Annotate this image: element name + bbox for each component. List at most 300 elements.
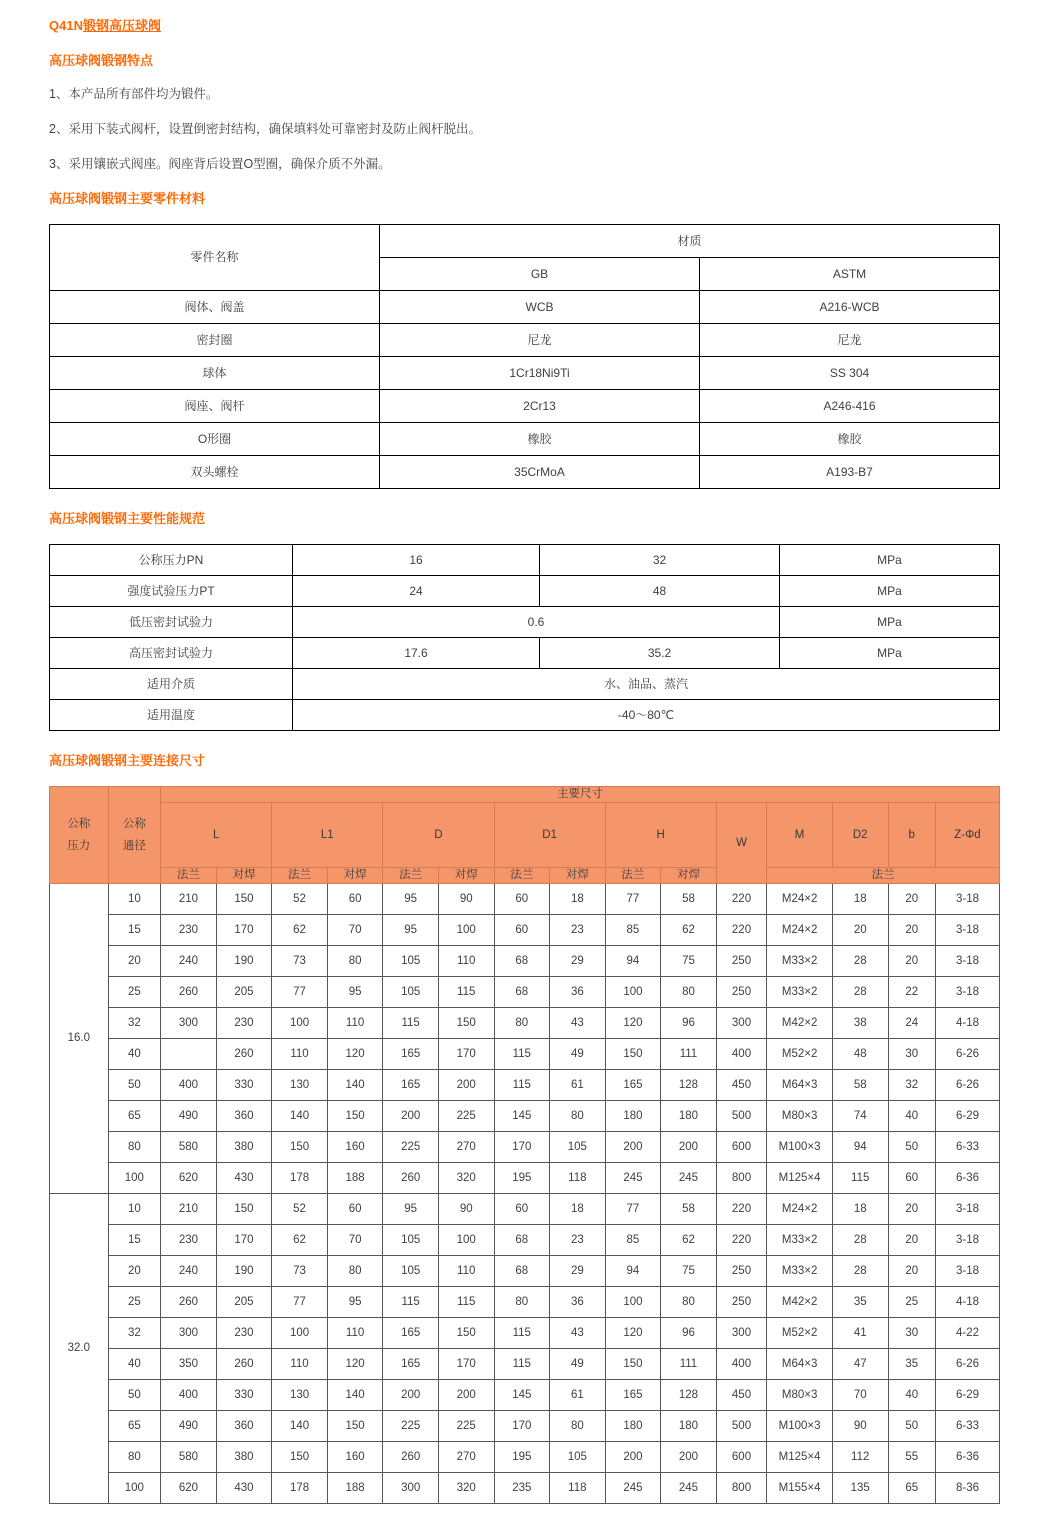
cell-L1-flange: 62	[272, 915, 328, 946]
cell-L-weld: 190	[216, 1256, 272, 1287]
cell-D-weld: 270	[438, 1132, 494, 1163]
cell-D-weld: 320	[438, 1163, 494, 1194]
cell-H-weld: 245	[661, 1473, 717, 1504]
cell-D1-flange: 145	[494, 1380, 550, 1411]
header-group-L: L	[161, 803, 272, 868]
cell-Zd: 4-18	[935, 1287, 999, 1318]
table-row	[50, 423, 1000, 456]
cell-H-flange: 120	[605, 1318, 661, 1349]
cell-H-weld: 62	[661, 915, 717, 946]
cell-D-weld: 170	[438, 1039, 494, 1070]
cell-L-weld: 260	[216, 1349, 272, 1380]
cell-D-weld: 200	[438, 1070, 494, 1101]
cell-D-weld: 100	[438, 1225, 494, 1256]
cell-L-weld: 230	[216, 1008, 272, 1039]
cell-M: M24×2	[767, 915, 833, 946]
header-nominal-pressure	[50, 787, 109, 884]
cell-L1-flange: 52	[272, 1194, 328, 1225]
cell-D1-weld: 80	[550, 1411, 606, 1442]
cell-H-weld: 75	[661, 946, 717, 977]
cell-D-weld: 150	[438, 1008, 494, 1039]
cell-L-weld: 330	[216, 1070, 272, 1101]
cell-D1-flange: 60	[494, 915, 550, 946]
cell-L-flange: 230	[161, 1225, 217, 1256]
cell-M: M24×2	[767, 1194, 833, 1225]
cell-M: M125×4	[767, 1163, 833, 1194]
cell-W: 250	[716, 946, 767, 977]
cell-Zd: 8-36	[935, 1473, 999, 1504]
cell-W: 600	[716, 1132, 767, 1163]
cell-value-pn32: 32	[540, 545, 780, 576]
header-group-b: b	[888, 803, 935, 868]
cell-L1-flange: 100	[272, 1008, 328, 1039]
cell-L-flange: 620	[161, 1473, 217, 1504]
cell-D2: 18	[832, 884, 888, 915]
table-row	[50, 1318, 1000, 1349]
table-row	[50, 291, 1000, 324]
cell-D-flange: 165	[383, 1070, 439, 1101]
cell-D1-weld: 118	[550, 1163, 606, 1194]
cell-L1-weld: 160	[327, 1442, 383, 1473]
header-astm: ASTM	[700, 258, 1000, 291]
header-group-H: H	[605, 803, 716, 868]
cell-unit: MPa	[780, 576, 1000, 607]
cell-L-weld: 430	[216, 1473, 272, 1504]
header-dn-line2: 通径	[122, 840, 146, 852]
cell-D1-flange: 170	[494, 1411, 550, 1442]
cell-dn: 100	[108, 1473, 161, 1504]
cell-D1-weld: 18	[550, 884, 606, 915]
cell-D1-weld: 36	[550, 1287, 606, 1318]
performance-table	[49, 544, 1000, 731]
cell-W: 300	[716, 1008, 767, 1039]
cell-Zd: 3-18	[935, 977, 999, 1008]
cell-dn: 20	[108, 946, 161, 977]
cell-D2: 28	[832, 946, 888, 977]
cell-value-pn16: 16	[293, 545, 540, 576]
cell-b: 40	[888, 1380, 935, 1411]
cell-L1-weld: 70	[327, 1225, 383, 1256]
cell-W: 220	[716, 1225, 767, 1256]
cell-Zd: 4-18	[935, 1008, 999, 1039]
cell-D-flange: 95	[383, 1194, 439, 1225]
header-group-W: W	[716, 803, 767, 884]
cell-part: 双头螺栓	[50, 456, 380, 489]
cell-L-flange: 210	[161, 1194, 217, 1225]
cell-nominal-pressure: 32.0	[50, 1194, 109, 1504]
cell-gb: 1Cr18Ni9Ti	[380, 357, 700, 390]
cell-D1-flange: 195	[494, 1442, 550, 1473]
cell-value-pn32: 48	[540, 576, 780, 607]
cell-Zd: 4-22	[935, 1318, 999, 1349]
cell-dn: 10	[108, 1194, 161, 1225]
features-list	[49, 86, 1000, 173]
cell-Zd: 3-18	[935, 946, 999, 977]
cell-b: 35	[888, 1349, 935, 1380]
cell-dn: 32	[108, 1318, 161, 1349]
cell-M: M33×2	[767, 946, 833, 977]
cell-D-flange: 95	[383, 884, 439, 915]
cell-part: 球体	[50, 357, 380, 390]
cell-dn: 15	[108, 915, 161, 946]
cell-H-flange: 180	[605, 1101, 661, 1132]
header-sub-weld: 对焊	[216, 868, 272, 884]
cell-dn: 15	[108, 1225, 161, 1256]
header-sub-weld: 对焊	[550, 868, 606, 884]
cell-L1-flange: 140	[272, 1411, 328, 1442]
cell-L-weld: 205	[216, 1287, 272, 1318]
cell-L-flange: 260	[161, 977, 217, 1008]
header-sub-weld: 对焊	[661, 868, 717, 884]
cell-L1-flange: 110	[272, 1039, 328, 1070]
cell-label: 高压密封试验力	[50, 638, 293, 669]
cell-H-flange: 85	[605, 1225, 661, 1256]
header-pn-line1: 公称	[67, 818, 91, 830]
cell-Zd: 3-18	[935, 1225, 999, 1256]
header-pn-line2: 压力	[67, 840, 91, 852]
table-row	[50, 1256, 1000, 1287]
cell-part: 密封圈	[50, 324, 380, 357]
cell-W: 500	[716, 1101, 767, 1132]
table-row	[50, 700, 1000, 731]
cell-W: 220	[716, 884, 767, 915]
cell-H-flange: 100	[605, 977, 661, 1008]
table-row	[50, 324, 1000, 357]
cell-H-flange: 120	[605, 1008, 661, 1039]
cell-M: M80×3	[767, 1101, 833, 1132]
cell-L-weld: 380	[216, 1132, 272, 1163]
cell-M: M24×2	[767, 884, 833, 915]
cell-M: M42×2	[767, 1008, 833, 1039]
header-group-L1: L1	[272, 803, 383, 868]
cell-H-weld: 245	[661, 1163, 717, 1194]
cell-M: M80×3	[767, 1380, 833, 1411]
cell-D1-weld: 61	[550, 1070, 606, 1101]
cell-L1-weld: 60	[327, 884, 383, 915]
table-row	[50, 946, 1000, 977]
cell-dn: 50	[108, 1380, 161, 1411]
cell-D-weld: 110	[438, 1256, 494, 1287]
cell-L1-flange: 77	[272, 977, 328, 1008]
cell-D1-flange: 68	[494, 946, 550, 977]
cell-gb: 橡胶	[380, 423, 700, 456]
cell-L1-weld: 140	[327, 1070, 383, 1101]
cell-dn: 40	[108, 1349, 161, 1380]
cell-W: 600	[716, 1442, 767, 1473]
cell-Zd: 6-26	[935, 1070, 999, 1101]
cell-D-flange: 260	[383, 1442, 439, 1473]
cell-L-flange: 620	[161, 1163, 217, 1194]
cell-L1-weld: 110	[327, 1318, 383, 1349]
cell-gb: 尼龙	[380, 324, 700, 357]
feature-item: 3、采用镶嵌式阀座。阀座背后设置O型圈，确保介质不外漏。	[49, 157, 391, 171]
cell-L1-flange: 62	[272, 1225, 328, 1256]
cell-H-flange: 200	[605, 1132, 661, 1163]
table-row	[50, 1349, 1000, 1380]
table-row	[50, 669, 1000, 700]
cell-astm: A193-B7	[700, 456, 1000, 489]
cell-L-weld: 230	[216, 1318, 272, 1349]
cell-L-weld: 170	[216, 1225, 272, 1256]
header-nominal-diameter	[108, 787, 161, 884]
table-row	[50, 576, 1000, 607]
cell-D2: 94	[832, 1132, 888, 1163]
cell-L-weld: 330	[216, 1380, 272, 1411]
cell-nominal-pressure: 16.0	[50, 884, 109, 1194]
cell-D2: 90	[832, 1411, 888, 1442]
cell-L1-weld: 70	[327, 915, 383, 946]
cell-L1-flange: 178	[272, 1473, 328, 1504]
cell-D-weld: 170	[438, 1349, 494, 1380]
cell-H-weld: 96	[661, 1318, 717, 1349]
cell-value-fullspan: 水、油品、蒸汽	[293, 669, 1000, 700]
cell-D1-flange: 60	[494, 1194, 550, 1225]
cell-label: 适用介质	[50, 669, 293, 700]
cell-D1-weld: 49	[550, 1039, 606, 1070]
cell-Zd: 6-33	[935, 1132, 999, 1163]
cell-b: 20	[888, 884, 935, 915]
cell-unit: MPa	[780, 638, 1000, 669]
cell-L-weld: 205	[216, 977, 272, 1008]
cell-gb: WCB	[380, 291, 700, 324]
cell-L-flange: 240	[161, 1256, 217, 1287]
cell-b: 20	[888, 1225, 935, 1256]
cell-D1-weld: 61	[550, 1380, 606, 1411]
cell-D2: 74	[832, 1101, 888, 1132]
cell-b: 20	[888, 915, 935, 946]
cell-L1-flange: 73	[272, 946, 328, 977]
cell-Zd: 6-29	[935, 1380, 999, 1411]
cell-Zd: 6-29	[935, 1101, 999, 1132]
cell-D-weld: 110	[438, 946, 494, 977]
cell-D-weld: 150	[438, 1318, 494, 1349]
cell-H-weld: 180	[661, 1101, 717, 1132]
cell-W: 500	[716, 1411, 767, 1442]
cell-H-weld: 200	[661, 1442, 717, 1473]
header-sub-flange-span: 法兰	[767, 868, 1000, 884]
cell-L1-flange: 150	[272, 1132, 328, 1163]
cell-D-weld: 225	[438, 1411, 494, 1442]
cell-H-flange: 150	[605, 1039, 661, 1070]
cell-D1-weld: 43	[550, 1318, 606, 1349]
cell-L-flange	[161, 1039, 217, 1070]
cell-L-flange: 300	[161, 1318, 217, 1349]
cell-D2: 70	[832, 1380, 888, 1411]
header-material: 材质	[380, 225, 1000, 258]
cell-D-flange: 165	[383, 1318, 439, 1349]
cell-D2: 38	[832, 1008, 888, 1039]
cell-D-flange: 95	[383, 915, 439, 946]
cell-H-flange: 85	[605, 915, 661, 946]
cell-dn: 80	[108, 1442, 161, 1473]
cell-D-flange: 165	[383, 1039, 439, 1070]
cell-M: M64×3	[767, 1349, 833, 1380]
cell-L1-weld: 80	[327, 1256, 383, 1287]
cell-L-weld: 360	[216, 1411, 272, 1442]
cell-b: 20	[888, 1194, 935, 1225]
cell-L-weld: 380	[216, 1442, 272, 1473]
cell-L-flange: 240	[161, 946, 217, 977]
cell-D1-weld: 36	[550, 977, 606, 1008]
cell-M: M33×2	[767, 1256, 833, 1287]
cell-W: 800	[716, 1473, 767, 1504]
header-group-Zd: Z-Φd	[935, 803, 999, 868]
header-main-dimensions: 主要尺寸	[161, 787, 1000, 803]
cell-D1-weld: 29	[550, 946, 606, 977]
cell-M: M100×3	[767, 1411, 833, 1442]
header-sub-flange: 法兰	[161, 868, 217, 884]
cell-b: 20	[888, 946, 935, 977]
cell-L-flange: 230	[161, 915, 217, 946]
cell-D-flange: 105	[383, 977, 439, 1008]
header-sub-flange: 法兰	[605, 868, 661, 884]
cell-H-flange: 245	[605, 1473, 661, 1504]
cell-H-weld: 111	[661, 1039, 717, 1070]
cell-H-flange: 180	[605, 1411, 661, 1442]
cell-astm: A216-WCB	[700, 291, 1000, 324]
cell-value-pn16: 17.6	[293, 638, 540, 669]
cell-D1-flange: 195	[494, 1163, 550, 1194]
dimensions-body	[50, 884, 1000, 1504]
cell-H-weld: 80	[661, 1287, 717, 1318]
cell-D2: 35	[832, 1287, 888, 1318]
cell-dn: 32	[108, 1008, 161, 1039]
cell-W: 250	[716, 977, 767, 1008]
cell-L-flange: 350	[161, 1349, 217, 1380]
cell-W: 400	[716, 1039, 767, 1070]
cell-M: M42×2	[767, 1287, 833, 1318]
cell-L-flange: 400	[161, 1070, 217, 1101]
cell-D2: 28	[832, 977, 888, 1008]
table-header-row	[50, 225, 1000, 258]
table-row	[50, 357, 1000, 390]
cell-D1-flange: 68	[494, 1225, 550, 1256]
cell-part: 阀体、阀盖	[50, 291, 380, 324]
cell-L-weld: 190	[216, 946, 272, 977]
header-part-name: 零件名称	[50, 225, 380, 291]
cell-dn: 20	[108, 1256, 161, 1287]
cell-H-flange: 94	[605, 1256, 661, 1287]
cell-Zd: 6-26	[935, 1039, 999, 1070]
cell-M: M52×2	[767, 1318, 833, 1349]
cell-dn: 80	[108, 1132, 161, 1163]
cell-L1-weld: 110	[327, 1008, 383, 1039]
cell-dn: 65	[108, 1411, 161, 1442]
cell-gb: 2Cr13	[380, 390, 700, 423]
cell-D1-weld: 18	[550, 1194, 606, 1225]
header-sub-weld: 对焊	[438, 868, 494, 884]
cell-part: O形圈	[50, 423, 380, 456]
cell-D1-weld: 23	[550, 1225, 606, 1256]
cell-L-weld: 150	[216, 884, 272, 915]
cell-W: 800	[716, 1163, 767, 1194]
cell-value-pn16: 24	[293, 576, 540, 607]
cell-b: 60	[888, 1163, 935, 1194]
table-row	[50, 1380, 1000, 1411]
cell-L1-flange: 52	[272, 884, 328, 915]
cell-astm: A246-416	[700, 390, 1000, 423]
cell-H-weld: 200	[661, 1132, 717, 1163]
header-group-D: D	[383, 803, 494, 868]
cell-H-flange: 165	[605, 1070, 661, 1101]
cell-b: 50	[888, 1132, 935, 1163]
cell-L1-weld: 140	[327, 1380, 383, 1411]
header-group-D2: D2	[832, 803, 888, 868]
cell-L1-flange: 110	[272, 1349, 328, 1380]
page-title-link[interactable]: 锻钢高压球阀	[82, 18, 161, 33]
cell-D1-weld: 80	[550, 1101, 606, 1132]
cell-L1-weld: 150	[327, 1101, 383, 1132]
table-row	[50, 1473, 1000, 1504]
header-gb: GB	[380, 258, 700, 291]
cell-L1-flange: 130	[272, 1070, 328, 1101]
dimensions-header-row-1	[50, 787, 1000, 803]
cell-H-weld: 58	[661, 1194, 717, 1225]
cell-D1-flange: 68	[494, 977, 550, 1008]
cell-D1-weld: 105	[550, 1132, 606, 1163]
cell-L-flange: 260	[161, 1287, 217, 1318]
table-row	[50, 1163, 1000, 1194]
table-row	[50, 1039, 1000, 1070]
cell-b: 50	[888, 1411, 935, 1442]
page-title-prefix: Q41N	[49, 18, 83, 33]
cell-Zd: 6-26	[935, 1349, 999, 1380]
cell-Zd: 3-18	[935, 884, 999, 915]
cell-L1-flange: 140	[272, 1101, 328, 1132]
cell-H-weld: 128	[661, 1070, 717, 1101]
cell-b: 32	[888, 1070, 935, 1101]
table-row	[50, 1070, 1000, 1101]
header-sub-weld: 对焊	[327, 868, 383, 884]
cell-unit: MPa	[780, 545, 1000, 576]
cell-D1-flange: 170	[494, 1132, 550, 1163]
cell-L-weld: 430	[216, 1163, 272, 1194]
cell-D-flange: 115	[383, 1008, 439, 1039]
cell-D2: 48	[832, 1039, 888, 1070]
cell-L1-flange: 100	[272, 1318, 328, 1349]
cell-label: 适用温度	[50, 700, 293, 731]
cell-D-flange: 105	[383, 946, 439, 977]
cell-H-weld: 180	[661, 1411, 717, 1442]
cell-H-flange: 150	[605, 1349, 661, 1380]
feature-item: 1、本产品所有部件均为锻件。	[49, 87, 219, 101]
cell-D-weld: 225	[438, 1101, 494, 1132]
performance-heading: 高压球阀锻钢主要性能规范	[49, 511, 206, 526]
cell-D1-weld: 105	[550, 1442, 606, 1473]
header-sub-flange: 法兰	[494, 868, 550, 884]
cell-D-flange: 105	[383, 1225, 439, 1256]
cell-D-weld: 90	[438, 884, 494, 915]
cell-M: M33×2	[767, 1225, 833, 1256]
cell-W: 220	[716, 915, 767, 946]
cell-b: 30	[888, 1318, 935, 1349]
cell-D2: 18	[832, 1194, 888, 1225]
header-group-D1: D1	[494, 803, 605, 868]
cell-W: 400	[716, 1349, 767, 1380]
cell-D2: 115	[832, 1163, 888, 1194]
cell-part: 阀座、阀杆	[50, 390, 380, 423]
cell-Zd: 3-18	[935, 915, 999, 946]
table-row	[50, 1225, 1000, 1256]
page-title	[49, 18, 1000, 34]
cell-L-flange: 580	[161, 1442, 217, 1473]
cell-D2: 20	[832, 915, 888, 946]
cell-D-flange: 115	[383, 1287, 439, 1318]
cell-D-weld: 100	[438, 915, 494, 946]
cell-D-flange: 165	[383, 1349, 439, 1380]
cell-L1-weld: 95	[327, 977, 383, 1008]
table-row	[50, 1442, 1000, 1473]
